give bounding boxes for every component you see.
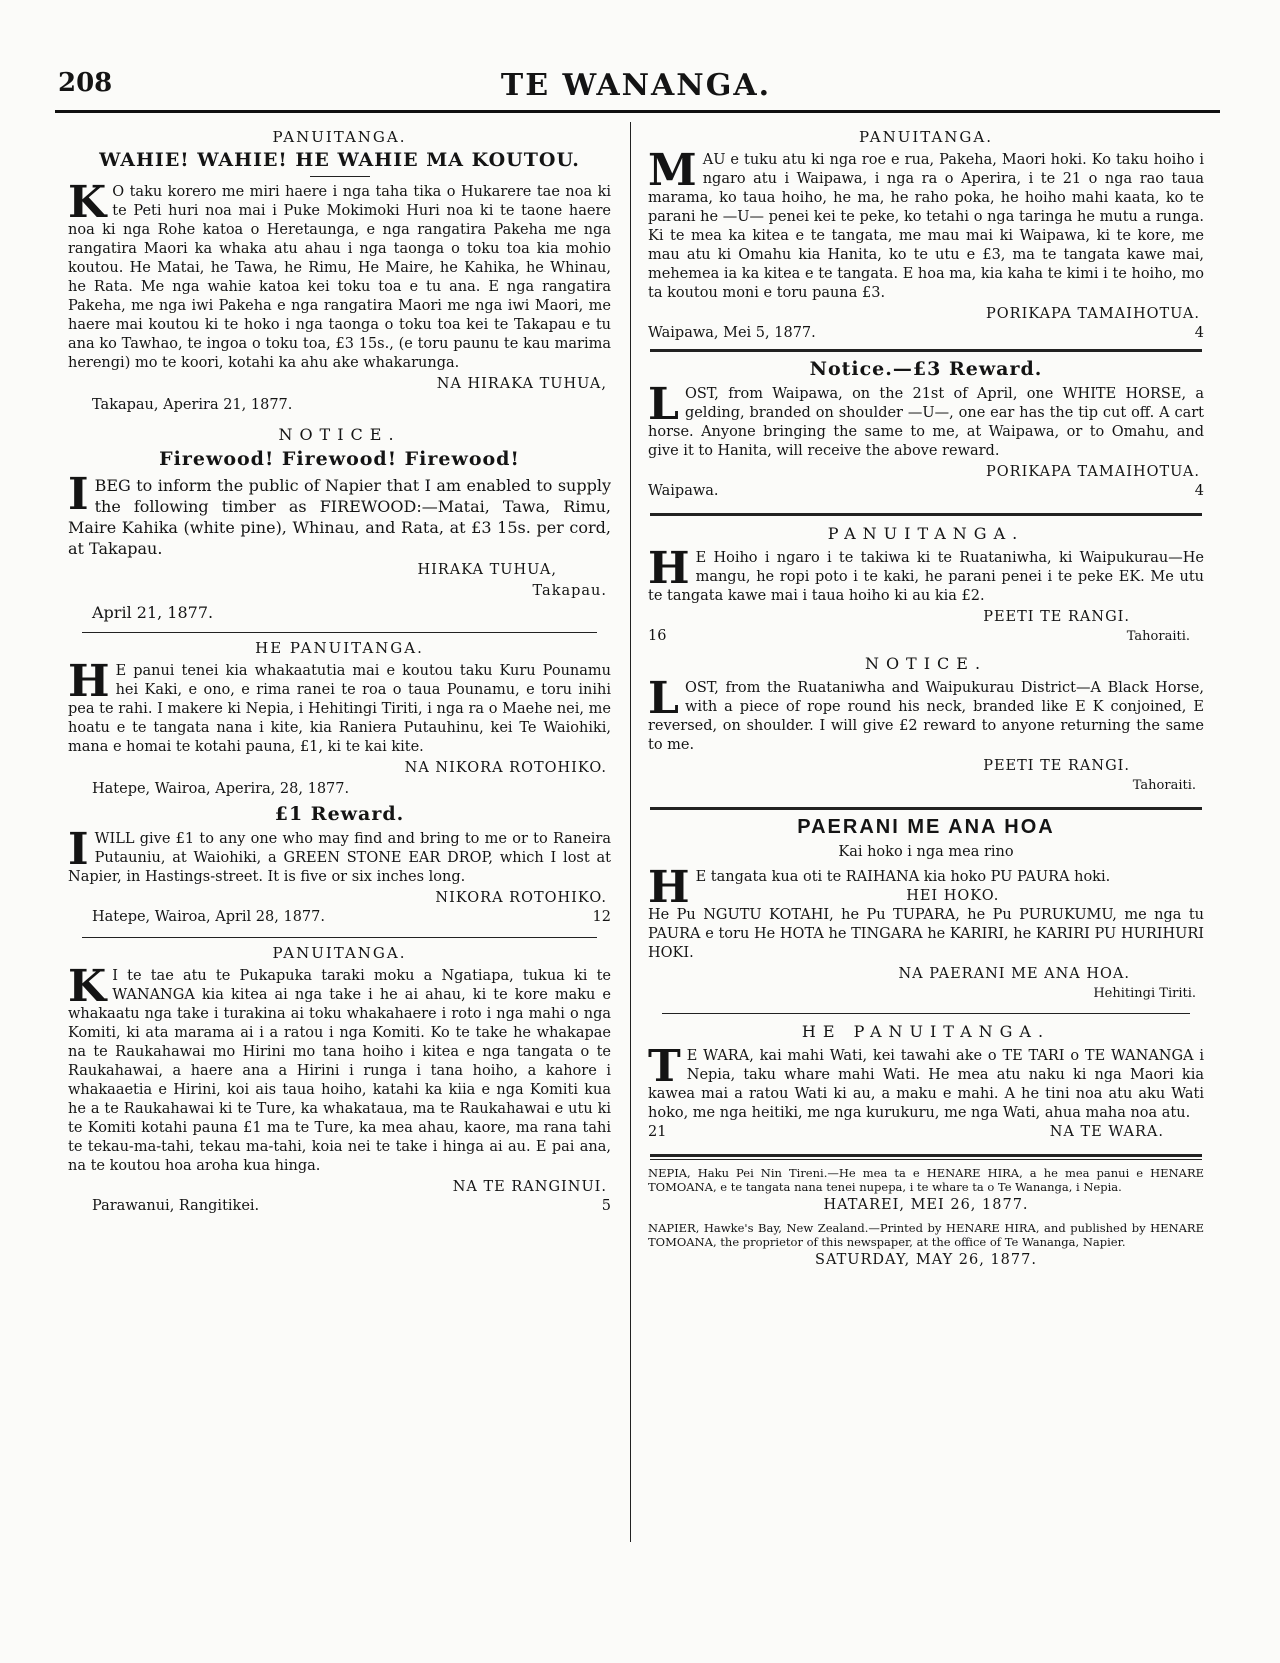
signature-place: Tahoraiti. — [1132, 778, 1196, 793]
notice-title: £1 Reward. — [274, 803, 405, 825]
notice-te-wara — [642, 1022, 1210, 1142]
drop-cap: L — [648, 379, 679, 430]
notice-ruataniwha-maori — [642, 524, 1210, 646]
date-line: Hatepe, Wairoa, Aperira, 28, 1877. — [92, 781, 350, 797]
ad-number: 21 — [648, 1124, 667, 1140]
notice-title: WAHIE! WAHIE! HE WAHIE MA KOUTOU. — [99, 149, 580, 171]
signature: NA TE RANGINUI. — [452, 1179, 607, 1195]
section-divider — [650, 349, 1202, 352]
notice-heading: PANUITANGA. — [272, 128, 407, 146]
drop-cap: K — [68, 177, 107, 228]
notice-body: H E tangata kua oti te RAIHANA kia hoko PU PAURA hoki. — [648, 862, 1111, 913]
notice-body: T E WARA, kai mahi Wati, kei tawahi ake o TE TARI o TE WANANGA i Nepia, taku whare mahi Wati. He mea atu naku ki nga Maori kia kawea mai a ratou Wati ki au, a maku e mahi. A he tini noa atu aku Wati hoko, me nga heitiki, me nga kurukuru, me nga Wati, ahua maha noa atu. — [648, 1041, 1204, 1121]
notice-body: IBEG to inform the public of Napier that I am enabled to supply the following timber as FIREWOOD:—Matai, Tawa, Rimu, Maire Kahika (white pine), Whinau, and Rata, at £3 15s. per cord, at Takapau. — [68, 469, 611, 558]
newspaper-title: TE WANANGA. — [500, 68, 772, 103]
signature: PORIKAPA TAMAIHOTUA. — [986, 464, 1200, 480]
notice-title: Firewood! Firewood! Firewood! — [159, 448, 520, 470]
ad-number: 5 — [601, 1198, 611, 1214]
notice-heading: NOTICE. — [278, 425, 401, 444]
notice-parawanui — [62, 944, 617, 1216]
masthead-rule — [55, 110, 1220, 113]
right-column — [642, 122, 1210, 1270]
notice-body: IWILL give £1 to any one who may find and bring to me or to Raneira Putauniu, at Waiohiki, a GREEN STONE EAR DROP, which I lost at Napier, in Hastings-street. It is five or six inches long. — [68, 824, 611, 885]
notice-body: LOST, from Waipawa, on the 21st of April, one WHITE HORSE, a gelding, branded on shoulder —U—, one ear has the tip cut off. A cart horse. Anyone bringing the same to me, at Waipawa, or to Omahu, and give it to Hanita, will receive the above reward. — [648, 379, 1204, 459]
notice-title: PAERANI ME ANA HOA — [797, 816, 1055, 838]
notice-body-2: He Pu NGUTU KOTAHI, he Pu TUPARA, he Pu PURUKUMU, me nga tu PAURA e toru He HOTA he TINGARA he KARIRI, he KARIRI PU HURIHURI HOKI. — [648, 907, 1204, 961]
notice-he-panuitanga — [62, 639, 617, 799]
notice-body: LOST, from the Ruataniwha and Waipukurau District—A Black Horse, with a piece of rope round his neck, branded like E K conjoined, E reversed, on shoulder. I will give £2 reward to anyone returning the same to me. — [648, 673, 1204, 753]
notice-body: H E Hoiho i ngaro i te takiwa ki te Ruataniwha, ki Waipukurau—He mangu, he ropi poto i te kaki, he parani penei i te peke EK. Me utu te tangata kawe mai i taua hoiho ki au kia £2. — [648, 543, 1204, 604]
drop-cap: I — [68, 824, 89, 875]
notice-reward-1 — [62, 805, 617, 927]
date-row — [68, 908, 611, 927]
drop-cap: H — [648, 543, 690, 594]
date-line: Waipawa. — [648, 483, 719, 499]
notice-subheading: HEI HOKO. — [906, 888, 1000, 904]
column-divider — [630, 122, 631, 1542]
drop-cap: T — [648, 1041, 681, 1092]
date-line: Hatepe, Wairoa, April 28, 1877. — [92, 909, 325, 925]
signature: PEETI TE RANGI. — [983, 609, 1130, 625]
imprint — [642, 1166, 1210, 1270]
signature: NIKORA ROTOHIKO. — [435, 890, 607, 906]
date-line: April 21, 1877. — [92, 603, 214, 622]
notice-heading: PANUITANGA. — [272, 944, 407, 962]
date-line: Parawanui, Rangitikei. — [92, 1198, 260, 1214]
notice-body: K O taku korero me miri haere i nga taha tika o Hukarere tae noa ki te Peti huri noa mai i Puke Mokimoki Huri noa ki te taone haere noa ki nga Rohe katoa o Heretaunga, e nga rangatira Pakeha me nga rangatira Maori ka whaka atu ahau i nga taonga o toku toa kia mohio koutou. He Matai, he Tawa, he Rimu, He Maire, he Kahika, he Whinau, he Rata. Me nga wahie katoa kei toku toa e tu ana. E nga rangatira Pakeha, me nga iwi Pakeha e nga rangatira Maori me nga iwi Maori, me haere mai koutou ki te hoko i nga taonga o toku toa kei te Takapau e tu ana ko Tawhao, te ingoa o toku toa, £3 15s., (e toru paunu te kau marima herengi) mo te koori, kotahi ka ahu ake whakarunga. — [68, 177, 611, 371]
notice-heading: PANUITANGA. — [827, 524, 1025, 543]
notice-heading: NOTICE. — [864, 654, 988, 673]
masthead — [50, 68, 1222, 108]
notice-heading: PANUITANGA. — [859, 128, 993, 146]
divider — [310, 176, 370, 177]
drop-cap: K — [68, 961, 107, 1012]
ad-number: 12 — [592, 909, 611, 925]
notice-subtitle: Kai hoko i nga mea rino — [838, 844, 1014, 860]
section-divider — [650, 513, 1202, 516]
date-row — [648, 482, 1204, 501]
section-divider — [650, 807, 1202, 810]
drop-cap: H — [68, 656, 110, 707]
signature: PEETI TE RANGI. — [983, 758, 1130, 774]
signature-place: Takapau. — [532, 583, 607, 599]
notice-wahie — [62, 128, 617, 415]
notice-waipawa-maori — [642, 128, 1210, 343]
date-line: Takapau, Aperira 21, 1877. — [92, 397, 293, 413]
date-line: Waipawa, Mei 5, 1877. — [648, 325, 816, 341]
notice-body: H E panui tenei kia whakaatutia mai e koutou taku Kuru Pounamu hei Kaki, e ono, e rima ranei te roa o taua Pounamu, e toru inihi pea te rahi. I makere ki Nepia, i Hehitingi Tiriti, i nga ra o Maehe nei, me hoatu e te tangata nana i kite, kia Raniera Putauhinu, kei Te Waiohiki, mana e homai te kotahi pauna, £1, ki te kai kite. — [68, 656, 611, 755]
signature: NA PAERANI ME ANA HOA. — [898, 966, 1130, 982]
signature-row — [648, 1123, 1204, 1142]
section-divider — [82, 937, 597, 938]
left-column — [62, 122, 617, 1216]
place-row — [648, 627, 1204, 646]
notice-body: MAU e tuku atu ki nga roe e rua, Pakeha, Maori hoki. Ko taku hoiho i ngaro atu i Waipawa, i nga ra o Aperira, i te 21 o nga rao taua marama, ko taua hoiho, he ma, he raho poka, he hoiho mahi kaata, ko te parani he —U— penei kei te peke, ko tetahi o nga taringa he mutu a runga. Ki te mea ka kitea e te tangata, me mau mai ki Waipawa, ki te kore, me mau atu ki Omahu kia Hanita, ko te utu e £3, ma te tangata kawe mai, mehemea ia ka kitea e te tangata. E hoa ma, kia kaha te kimi i te hoiho, mo ta koutou moni e toru pauna £3. — [648, 145, 1204, 301]
imprint-maori-date: HATAREI, MEI 26, 1877. — [823, 1197, 1029, 1213]
date-row — [648, 324, 1204, 343]
notice-heading: HE PANUITANGA. — [255, 639, 424, 657]
drop-cap: L — [648, 673, 679, 724]
drop-cap: M — [648, 145, 697, 196]
ad-number: 16 — [648, 628, 667, 644]
imprint-english-date: SATURDAY, MAY 26, 1877. — [815, 1252, 1037, 1268]
signature-place: Hehitingi Tiriti. — [1093, 986, 1196, 1001]
drop-cap: I — [68, 469, 89, 520]
section-divider — [662, 1013, 1190, 1014]
drop-cap: H — [648, 862, 690, 913]
imprint-english: NAPIER, Hawke's Bay, New Zealand.—Printed by HENARE HIRA, and published by HENARE TOMOANA, the proprietor of this newspaper, at the office of Te Wananga, Napier. — [648, 1221, 1204, 1249]
notice-reward-3 — [642, 360, 1210, 501]
signature: PORIKAPA TAMAIHOTUA. — [986, 306, 1200, 322]
imprint-rule — [650, 1154, 1202, 1160]
notice-black-horse — [642, 654, 1210, 795]
notice-firewood — [62, 425, 617, 622]
ad-number: 4 — [1194, 483, 1204, 499]
date-row — [68, 1197, 611, 1216]
notice-body: K I te tae atu te Pukapuka taraki moku a Ngatiapa, tukua ki te WANANGA kia kitea ai nga take i he ai ahau, ki te kore maku e whakaatu nga take i turakina ai toku whakahaere i roto i nga mahi o nga Komiti, ki ata marama ai i a ratou i nga Komiti. Ko te take he whakapae na te Raukahawai mo Hirini mo tana hoiho i kitea e nga tangata o te Raukahawai, a haere ana a Hirini i runga i tana hoiho, a kahore i whakaaetia e Hirini, koi ais taua hoiho, katahi ka kiia e nga Komiti kua he a te Raukahawai ki te Ture, ka whakataua, ma te Raukahawai e utu ki te Komiti kotahi pauna £1 ma te Ture, ka mea ahau, kaore, ma rana tahi te tekau-ma-tahi, tekau ma-tahi, koia nei te take i hinga ai au. E pai ana, na te koutou hoa aroha kua hinga. — [68, 961, 611, 1174]
signature: HIRAKA TUHUA, — [417, 562, 557, 578]
signature: NA HIRAKA TUHUA, — [436, 376, 607, 392]
notice-heading: HE PANUITANGA. — [801, 1022, 1051, 1041]
notice-paerani — [642, 818, 1210, 1003]
page-number: 208 — [58, 68, 113, 98]
imprint-maori: NEPIA, Haku Pei Nin Tireni.—He mea ta e HENARE HIRA, a he mea panui e HENARE TOMOANA, e te tangata nana tenei nupepa, i te whare ta o Te Wananga, i Nepia. — [648, 1166, 1204, 1194]
signature: NA TE WARA. — [1049, 1124, 1164, 1140]
signature: NA NIKORA ROTOHIKO. — [404, 760, 607, 776]
section-divider — [82, 632, 597, 633]
notice-title: Notice.—£3 Reward. — [809, 358, 1043, 380]
signature-place: Tahoraiti. — [1126, 629, 1190, 644]
ad-number: 4 — [1194, 325, 1204, 341]
